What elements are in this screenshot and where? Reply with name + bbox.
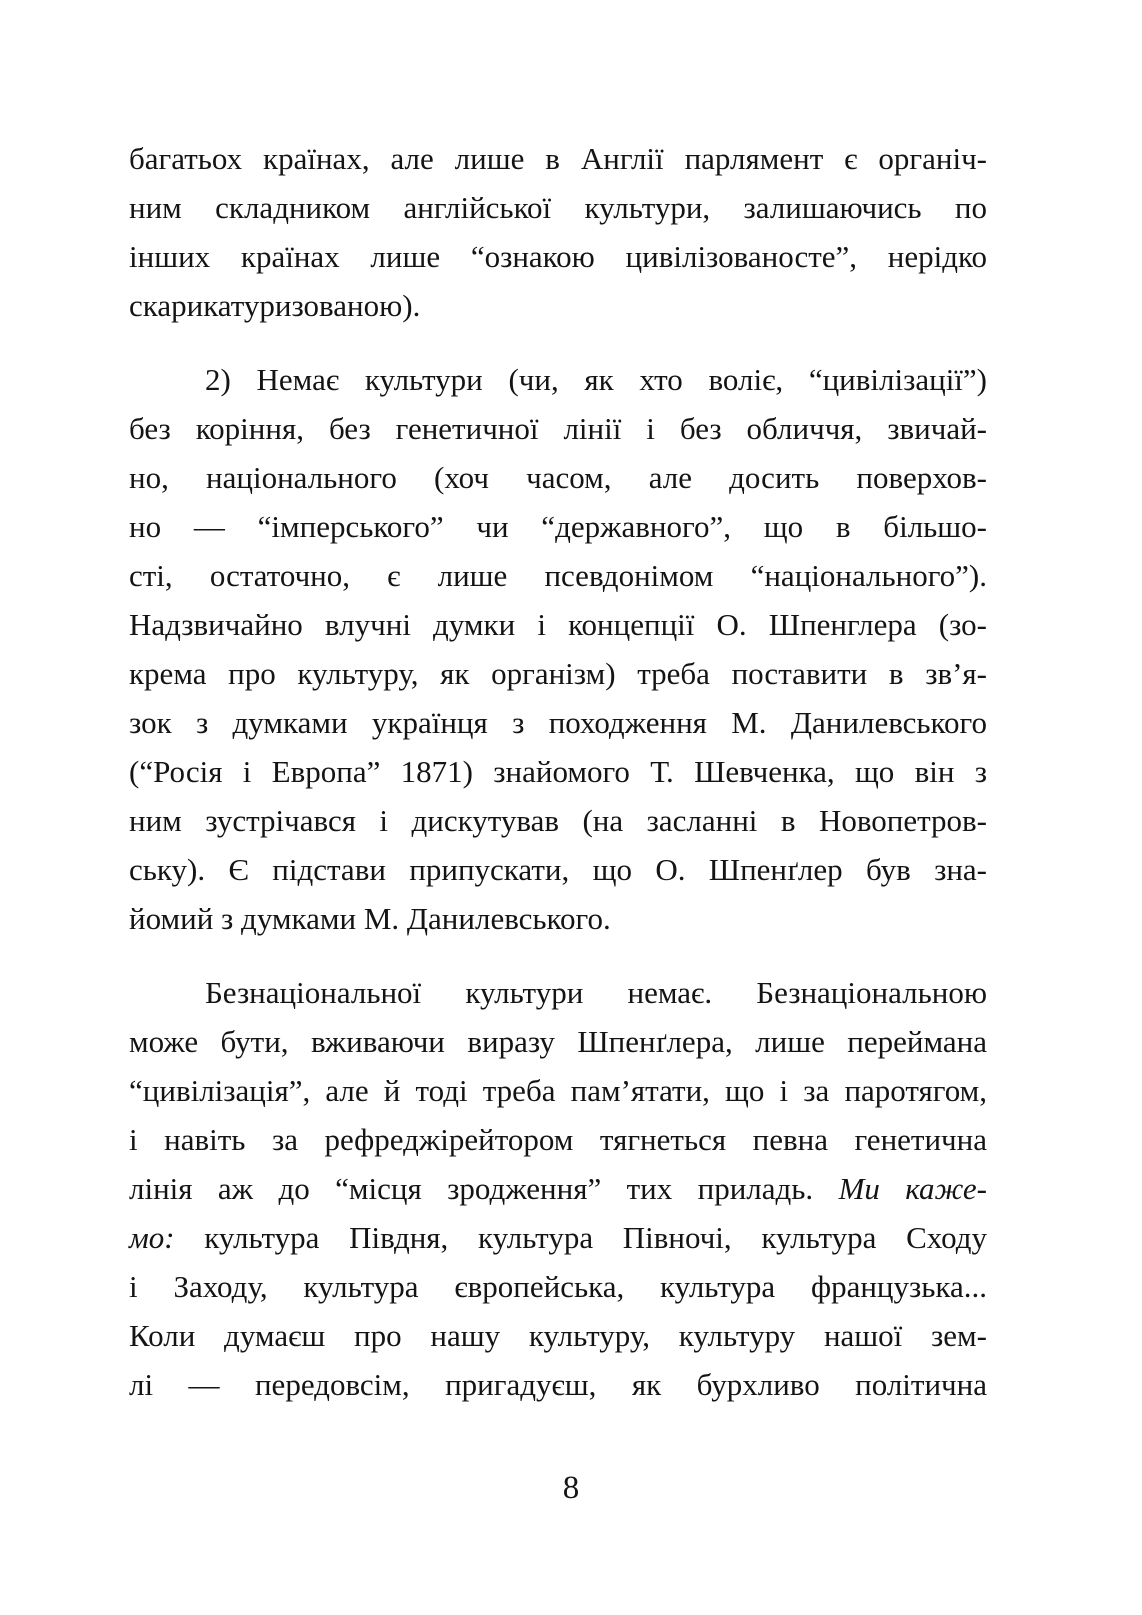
text-line — [129, 968, 987, 1017]
text-run: і навіть за рефреджірейтором тягнеться певна генетична — [129, 1122, 987, 1157]
text-line — [129, 1311, 987, 1360]
text-run: Надзвичайно влучні думки і концепції О. Шпенглера (зо- — [129, 607, 987, 642]
text-line — [129, 1115, 987, 1164]
text-line — [129, 1360, 987, 1409]
text-run: лі — передовсім, пригадуєш, як бурхливо політична — [129, 1367, 987, 1402]
text-line — [129, 1017, 987, 1066]
text-line — [129, 894, 987, 943]
text-line — [129, 1164, 987, 1213]
text-run: може бути, вживаючи виразу Шпенґлера, лише переймана — [129, 1024, 987, 1059]
text-line — [129, 1262, 987, 1311]
text-line — [129, 232, 987, 281]
italic-text-run: мо: — [129, 1220, 175, 1255]
text-line — [129, 698, 987, 747]
text-run: ську). Є підстави припускати, що О. Шпенґлер був зна- — [129, 852, 987, 887]
text-run: йомий з думками М. Данилевського. — [129, 901, 611, 936]
text-line — [129, 355, 987, 404]
text-line — [129, 600, 987, 649]
page-number: 8 — [562, 1470, 580, 1506]
text-line — [129, 183, 987, 232]
text-line — [129, 1213, 987, 1262]
text-run: (“Росія і Европа” 1871) знайомого Т. Шевченка, що він з — [129, 754, 987, 789]
text-run: зок з думками українця з походження М. Данилевського — [129, 705, 987, 740]
text-line — [129, 796, 987, 845]
text-run: ним складником англійської культури, залишаючись по — [129, 190, 987, 225]
paragraph — [129, 355, 987, 943]
text-line — [129, 551, 987, 600]
text-run: но — “імперського” чи “державного”, що в більшо- — [129, 509, 987, 544]
text-line — [129, 1066, 987, 1115]
text-run: ним зустрічався і дискутував (на засланні в Новопетров- — [129, 803, 987, 838]
text-line — [129, 649, 987, 698]
text-run: лінія аж до “місця зродження” тих приладь. — [129, 1171, 839, 1206]
text-run: Коли думаєш про нашу культуру, культуру нашої зем- — [129, 1318, 987, 1353]
text-block — [129, 134, 987, 1409]
text-run: інших країнах лише “ознакою цивілізованосте”, нерідко — [129, 239, 987, 274]
text-run: багатьох країнах, але лише в Англії парлямент є органіч- — [129, 141, 987, 176]
text-run: сті, остаточно, є лише псевдонімом “національного”). — [129, 558, 987, 593]
text-line — [129, 134, 987, 183]
text-run: 2) Немає культури (чи, як хто воліє, “цивілізації”) — [205, 362, 987, 397]
text-run: і Заходу, культура європейська, культура французька... — [129, 1269, 987, 1304]
text-run: “цивілізація”, але й тоді треба пам’ятати, що і за паротягом, — [129, 1073, 987, 1108]
text-run: скарикатуризованою). — [129, 288, 421, 323]
text-line — [129, 502, 987, 551]
text-run: Безнаціональної культури немає. Безнаціональною — [205, 975, 987, 1010]
text-line — [129, 453, 987, 502]
text-run: крема про культуру, як організм) треба поставити в зв’я- — [129, 656, 987, 691]
text-run: без коріння, без генетичної лінії і без обличчя, звичай- — [129, 411, 987, 446]
paragraph — [129, 134, 987, 330]
text-line — [129, 281, 987, 330]
text-line — [129, 404, 987, 453]
text-line — [129, 747, 987, 796]
text-run: культура Півдня, культура Півночі, культура Сходу — [174, 1220, 987, 1255]
text-line — [129, 845, 987, 894]
italic-text-run: Ми каже- — [838, 1171, 988, 1206]
text-run: но, національного (хоч часом, але досить поверхов- — [129, 460, 987, 495]
paragraph — [129, 968, 987, 1409]
